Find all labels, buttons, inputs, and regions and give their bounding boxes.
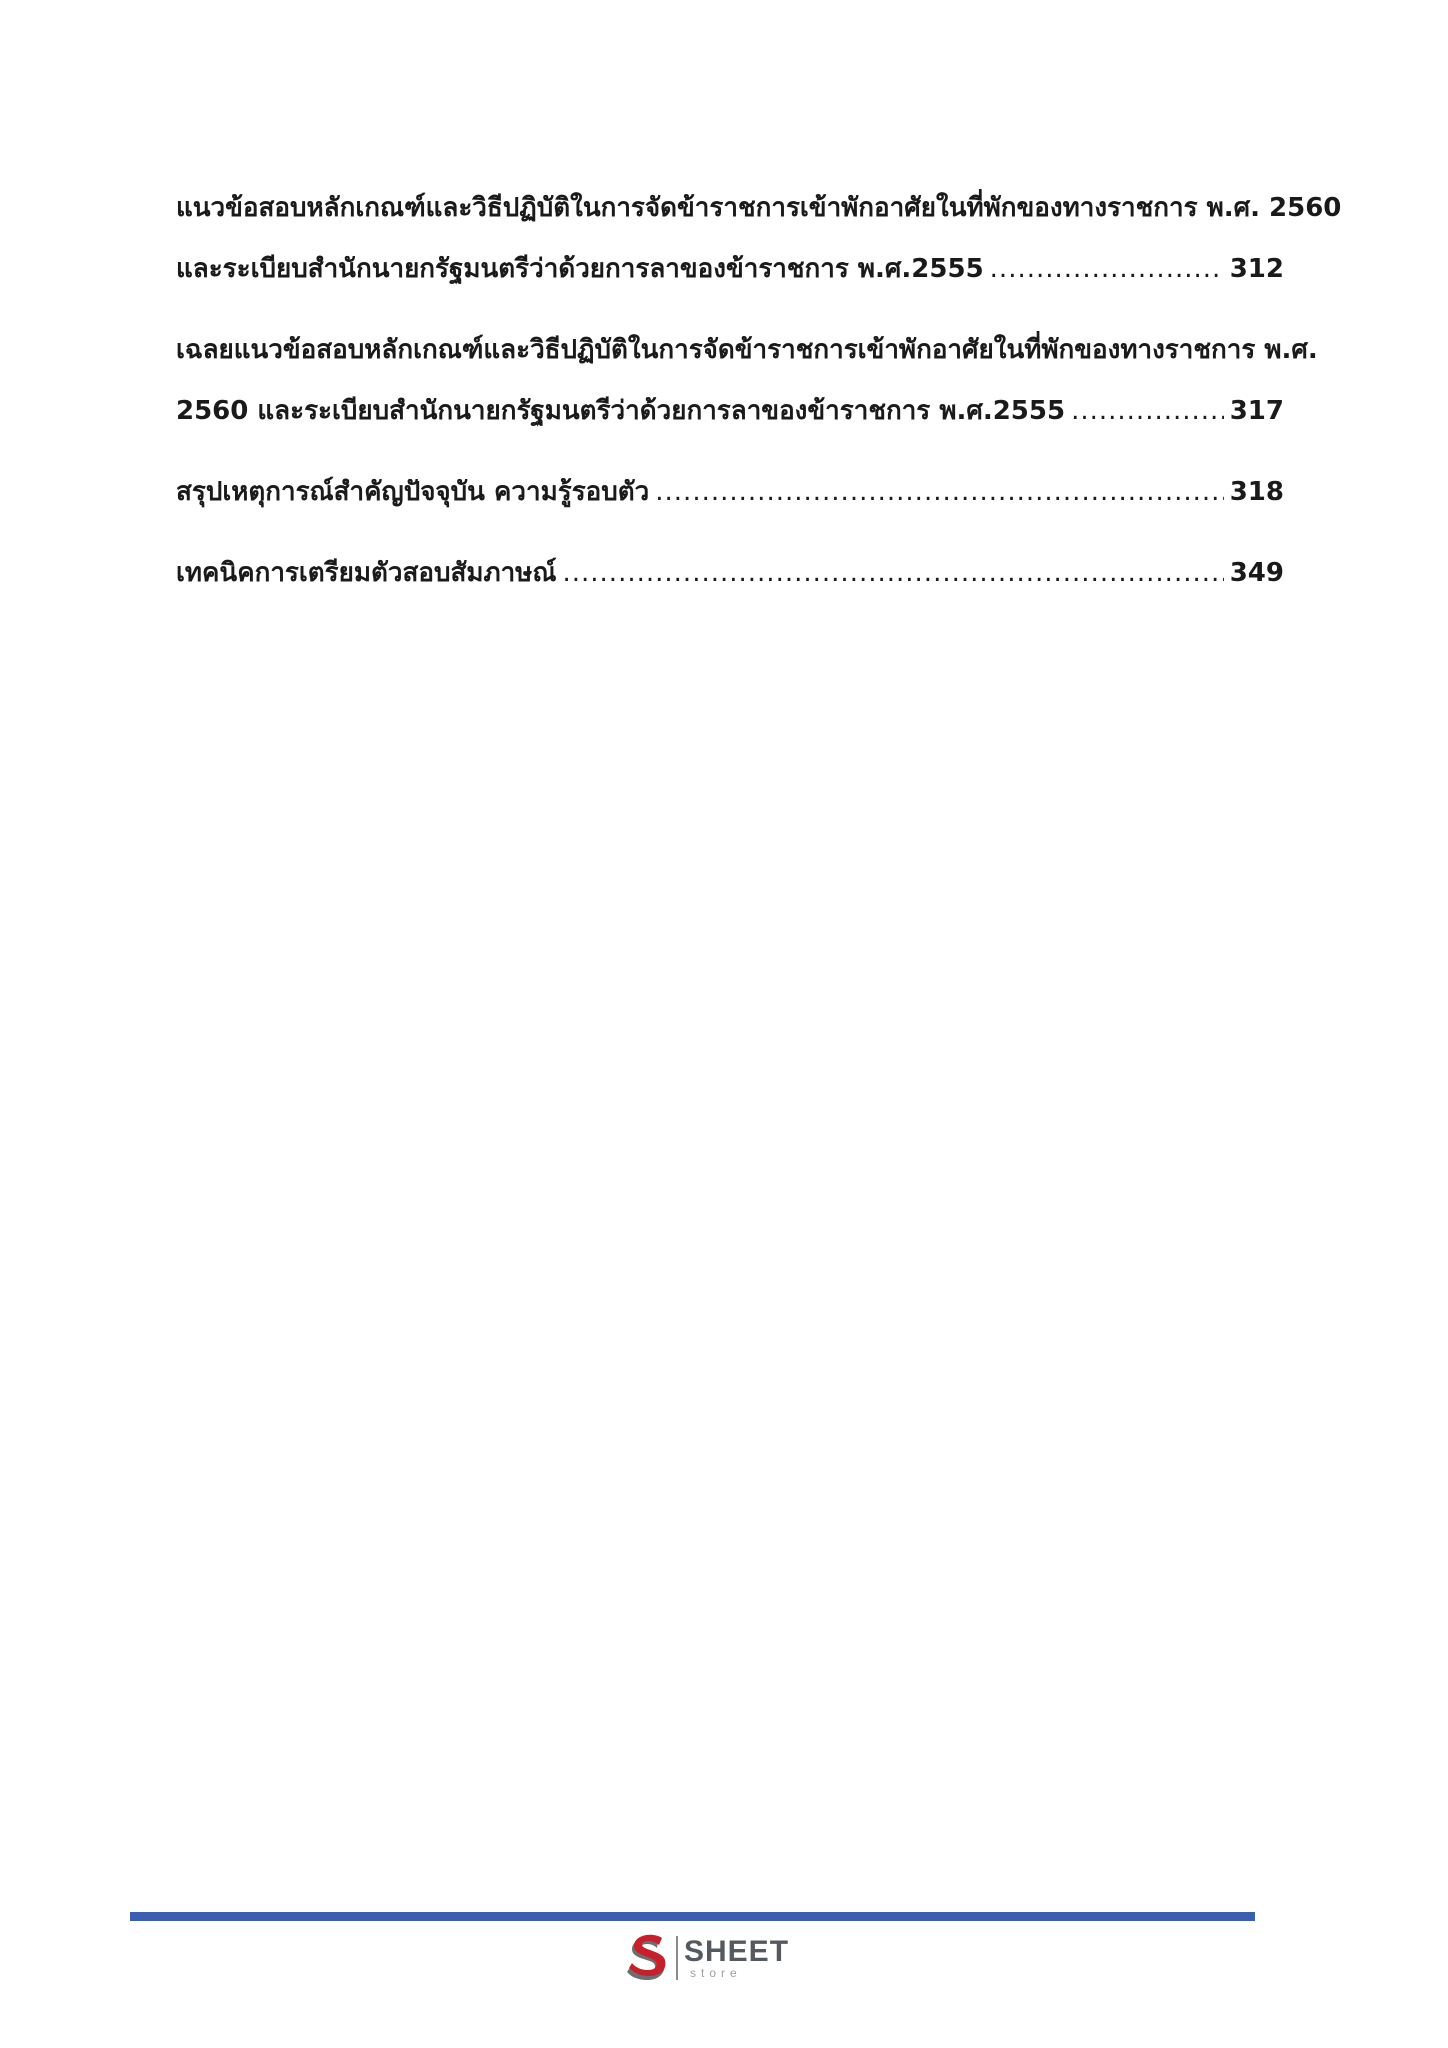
- toc-entry-title-line1: เฉลยแนวข้อสอบหลักเกณฑ์และวิธีปฏิบัติในการจัดข้าราชการเข้าพักอาศัยในที่พักของทางราชการ พ.ศ.: [176, 335, 1318, 365]
- toc-entry-title: สรุปเหตุการณ์สำคัญปัจจุบัน ความรู้รอบตัว: [176, 477, 650, 507]
- dot-leader: [655, 462, 1223, 523]
- toc-page-number: 317: [1229, 396, 1284, 426]
- logo-separator: [676, 1936, 678, 1980]
- dot-leader: [990, 239, 1224, 300]
- toc-entry[interactable]: [176, 178, 1342, 300]
- sheet-store-logo-icon: [620, 1932, 672, 1984]
- toc-entry-title: เทคนิคการเตรียมตัวสอบสัมภาษณ์: [176, 558, 557, 588]
- footer-divider: [130, 1912, 1255, 1921]
- table-of-contents: [176, 178, 1342, 624]
- toc-page-number: 349: [1229, 558, 1284, 588]
- logo-wordmark: SHEET: [684, 1935, 790, 1968]
- toc-entry-title-line1: แนวข้อสอบหลักเกณฑ์และวิธีปฏิบัติในการจัดข้าราชการเข้าพักอาศัยในที่พักของทางราชการ พ.ศ. 2560: [176, 193, 1342, 223]
- dot-leader: [562, 543, 1223, 604]
- toc-page-number: 312: [1229, 254, 1284, 284]
- toc-entry[interactable]: [176, 462, 1284, 523]
- toc-entry[interactable]: [176, 543, 1284, 604]
- toc-entry-title-line2: และระเบียบสำนักนายกรัฐมนตรีว่าด้วยการลาของข้าราชการ พ.ศ.2555: [176, 254, 984, 284]
- toc-entry[interactable]: [176, 320, 1318, 442]
- toc-page-number: 318: [1229, 477, 1284, 507]
- logo-subtext: store: [690, 1966, 742, 1980]
- sheet-store-logo: [620, 1930, 789, 1986]
- toc-entry-title-line2: 2560 และระเบียบสำนักนายกรัฐมนตรีว่าด้วยการลาของข้าราชการ พ.ศ.2555: [176, 396, 1066, 426]
- dot-leader: [1071, 381, 1224, 442]
